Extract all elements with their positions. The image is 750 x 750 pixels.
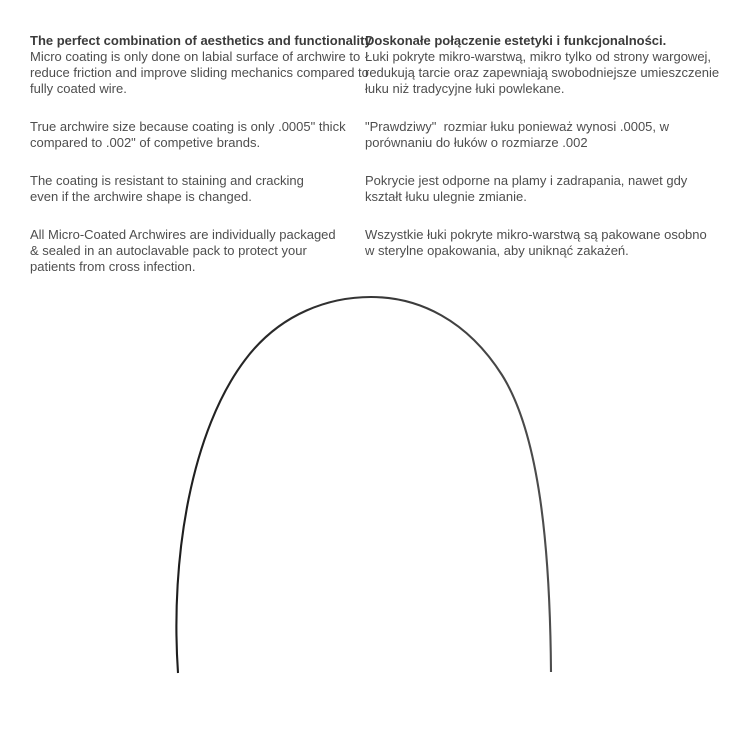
polish-heading: Doskonałe połączenie estetyki i funkcjonalności. (365, 33, 667, 48)
archwire-curve (176, 297, 551, 673)
english-heading: The perfect combination of aesthetics and functionality (30, 33, 372, 48)
text-line: "Prawdziwy" rozmiar łuku ponieważ wynosi .0005, w (365, 119, 670, 134)
text-line: kształt łuku ulegnie zmianie. (365, 189, 527, 204)
text-line: fully coated wire. (30, 81, 127, 96)
text-line: All Micro-Coated Archwires are individually packaged (30, 227, 336, 242)
text-line: porównaniu do łuków o rozmiarze .002 (365, 135, 588, 150)
text-line: compared to .002" of competive brands. (30, 135, 261, 150)
text-line: Pokrycie jest odporne na plamy i zadrapania, nawet gdy (365, 173, 688, 188)
text-line: Wszystkie łuki pokryte mikro-warstwą są pakowane osobno (365, 227, 707, 242)
text-line: redukują tarcie oraz zapewniają swobodniejsze umieszczenie (365, 65, 720, 80)
text-line: even if the archwire shape is changed. (30, 189, 252, 204)
text-line: w sterylne opakowania, aby uniknąć zakażeń. (365, 243, 629, 258)
text-line: patients from cross infection. (30, 259, 196, 274)
text-line: Łuki pokryte mikro-warstwą, mikro tylko od strony wargowej, (365, 49, 712, 64)
text-line: łuku niż tradycyjne łuki powlekane. (365, 81, 565, 96)
text-line: Micro coating is only done on labial surface of archwire to (30, 49, 361, 64)
text-line: True archwire size because coating is only .0005" thick (30, 119, 346, 134)
text-line: reduce friction and improve sliding mechanics compared to (30, 65, 369, 80)
text-line: & sealed in an autoclavable pack to protect your (30, 243, 307, 258)
text-line: The coating is resistant to staining and cracking (30, 173, 304, 188)
